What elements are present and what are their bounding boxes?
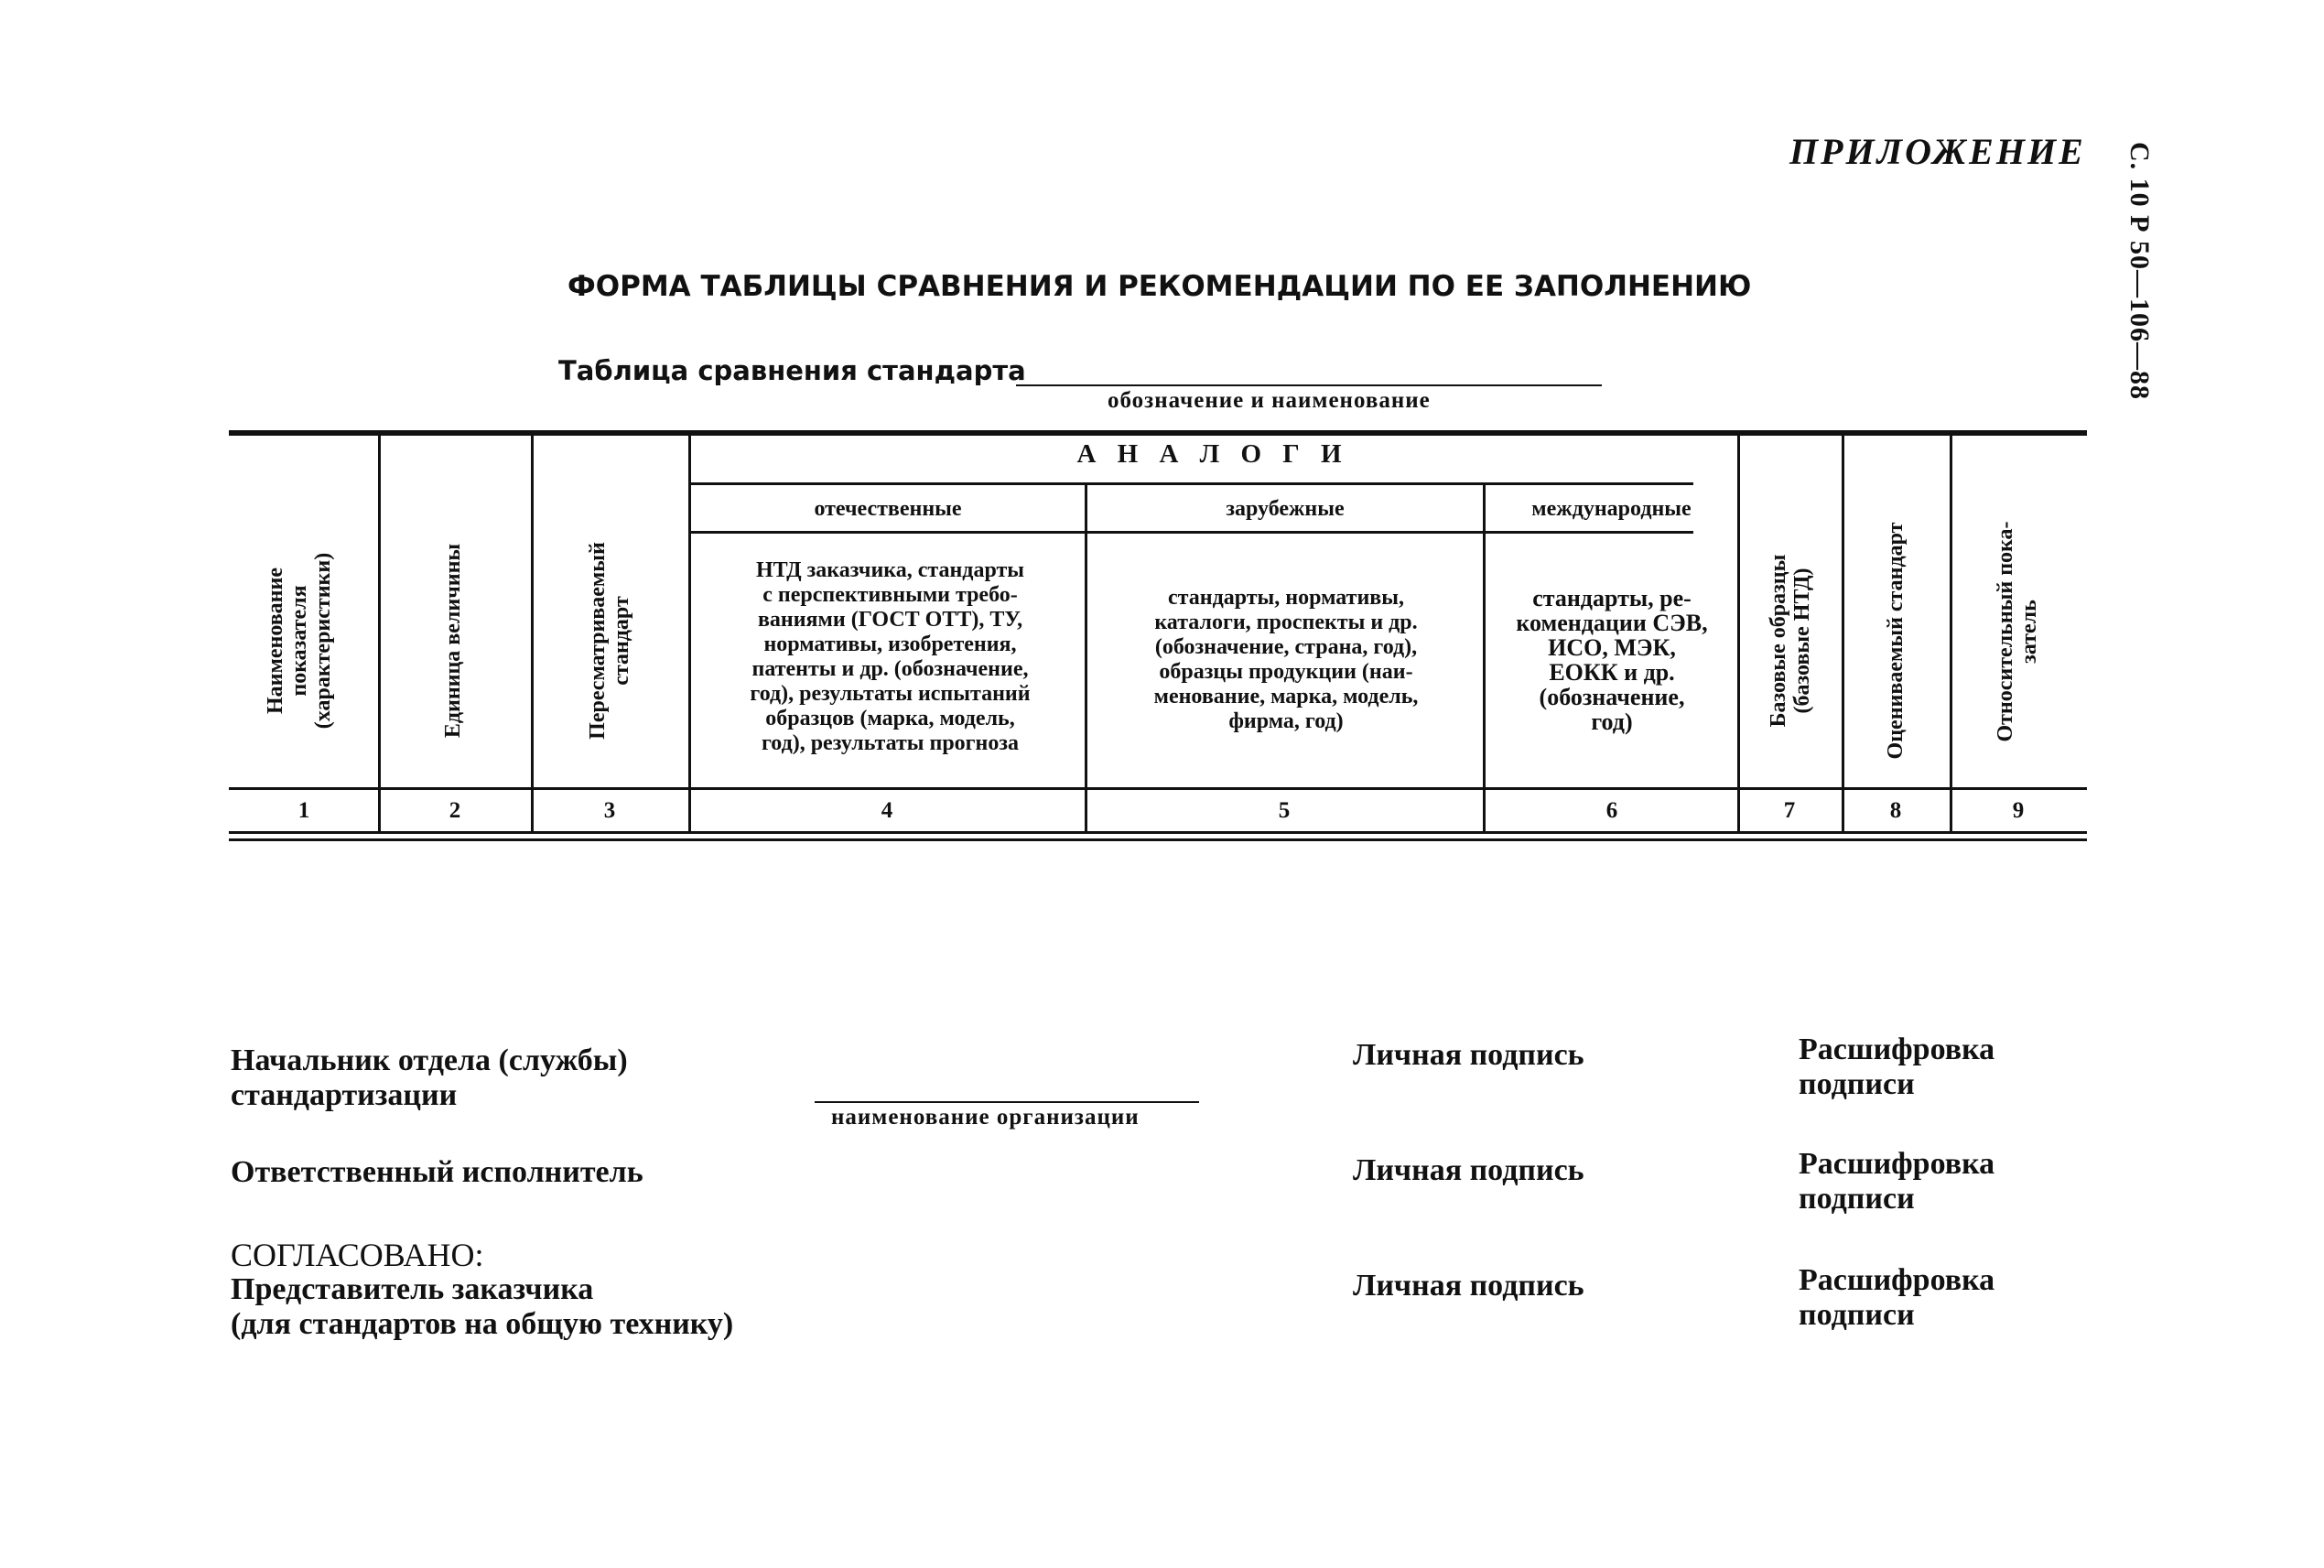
domestic-body [696, 558, 1085, 756]
decode-line: подписи [1799, 1182, 1915, 1216]
body-line: год) [1591, 708, 1633, 735]
col8-header [1884, 503, 1908, 778]
col-divider [1842, 436, 1844, 831]
col-divider [1737, 436, 1740, 831]
analogs-header: А Н А Л О Г И [1076, 439, 1349, 469]
col7-header [1767, 503, 1814, 778]
comparison-fill-line [1016, 384, 1602, 386]
col1-line: (характеристики) [311, 552, 335, 730]
international-body [1487, 586, 1736, 734]
col-divider [1950, 436, 1952, 831]
decode-line: Расшифровка [1799, 1147, 1995, 1181]
comparison-table [229, 430, 2087, 847]
body-line: каталоги, проспекты и др. [1154, 611, 1418, 634]
decode-line: Расшифровка [1799, 1033, 1995, 1066]
body-line: ЕОКК и др. [1549, 659, 1675, 686]
col1-line: Наименование [264, 568, 287, 714]
col-number: 3 [603, 798, 616, 823]
personal-signature-3: Личная подпись [1353, 1269, 1584, 1303]
col-number: 2 [449, 798, 461, 823]
signature-line: (для стандартов на общую технику) [231, 1307, 734, 1341]
signature-line: Начальник отдела (службы) [231, 1044, 628, 1077]
col9-line: затель [2017, 600, 2041, 664]
decode-line: подписи [1799, 1298, 1915, 1332]
decode-line: Расшифровка [1799, 1263, 1995, 1297]
col-number: 6 [1605, 798, 1618, 823]
foreign-body [1089, 586, 1483, 734]
body-line: нормативы, изобретения, [763, 633, 1017, 656]
analogs-subheader-rule [691, 531, 1693, 534]
body-line: ИСО, МЭК, [1548, 634, 1676, 661]
col-divider [378, 436, 381, 831]
signature-line: стандартизации [231, 1078, 458, 1112]
col3-header [586, 503, 633, 778]
table-top-rule [229, 430, 2087, 436]
col-divider [688, 436, 691, 831]
col7-line: (базовые НТД) [1790, 568, 1814, 714]
decode-line: подписи [1799, 1067, 1915, 1101]
body-line: НТД заказчика, стандарты [755, 558, 1025, 582]
comparison-caption: обозначение и наименование [1108, 388, 1431, 413]
analogs-rule [691, 482, 1693, 485]
col9-line: Относительный пока- [1994, 521, 2017, 742]
col-divider [1483, 485, 1486, 831]
personal-signature-1: Личная подпись [1353, 1038, 1584, 1072]
page-code: С. 10 Р 50—106—88 [2124, 142, 2155, 400]
domestic-header: отечественные [814, 497, 962, 521]
body-line: год), результаты испытаний [750, 682, 1031, 706]
body-line: год), результаты прогноза [761, 731, 1020, 755]
organization-fill-line [815, 1101, 1199, 1103]
table-bottom-rule [229, 838, 2087, 841]
body-line: комендации СЭВ, [1516, 610, 1708, 636]
col2-header [441, 503, 465, 778]
body-line: фирма, год) [1228, 709, 1344, 733]
body-line: менование, марка, модель, [1153, 685, 1419, 708]
body-line: ваниями (ГОСТ ОТТ), ТУ, [757, 608, 1023, 632]
col-divider [1085, 485, 1087, 831]
agreed-label: СОГЛАСОВАНО: [231, 1237, 484, 1273]
organization-caption: наименование организации [831, 1105, 1140, 1130]
body-line: (обозначение, [1539, 684, 1685, 710]
international-header: международные [1531, 497, 1692, 521]
comparison-label: Таблица сравнения стандарта [558, 355, 1026, 386]
customer-representative-label [231, 1272, 733, 1342]
col1-header [264, 503, 335, 778]
col8-line: Оцениваемый стандарт [1884, 522, 1908, 760]
head-of-department-label [231, 1044, 628, 1113]
body-line: образцы продукции (наи- [1159, 660, 1413, 684]
col-number: 9 [2012, 798, 2025, 823]
col3-line: стандарт [610, 596, 633, 686]
col-number: 5 [1278, 798, 1291, 823]
col-number: 1 [297, 798, 310, 823]
signature-line: Представитель заказчика [231, 1272, 594, 1306]
col-number: 7 [1783, 798, 1796, 823]
col3-line: Пересматриваемый [586, 542, 610, 740]
body-line: с перспективными требо- [762, 583, 1018, 607]
responsible-executor-label: Ответственный исполнитель [231, 1155, 643, 1189]
personal-signature-2: Личная подпись [1353, 1153, 1584, 1187]
signature-decode-3 [1799, 1263, 1994, 1333]
col7-line: Базовые образцы [1767, 554, 1790, 728]
signature-decode-1 [1799, 1033, 1994, 1102]
appendix-label: ПРИЛОЖЕНИЕ [1789, 131, 2086, 172]
header-bottom-rule [229, 787, 2087, 790]
document-title: ФОРМА ТАБЛИЦЫ СРАВНЕНИЯ И РЕКОМЕНДАЦИИ ПО ЕЕ ЗАПОЛНЕНИЮ [567, 270, 1752, 303]
body-line: стандарты, нормативы, [1168, 586, 1404, 610]
body-line: (обозначение, страна, год), [1154, 635, 1418, 659]
foreign-header: зарубежные [1226, 497, 1345, 521]
col-number: 4 [881, 798, 893, 823]
numbers-bottom-rule [229, 831, 2087, 834]
body-line: патенты и др. (обозначение, [751, 657, 1029, 681]
body-line: стандарты, ре- [1532, 585, 1692, 611]
col1-line: показателя [287, 585, 311, 697]
col-divider [531, 436, 534, 831]
col9-header [1994, 485, 2041, 778]
body-line: образцов (марка, модель, [765, 707, 1015, 730]
col-number: 8 [1889, 798, 1902, 823]
signature-decode-2 [1799, 1147, 1994, 1217]
col2-line: Единица величины [441, 543, 465, 739]
